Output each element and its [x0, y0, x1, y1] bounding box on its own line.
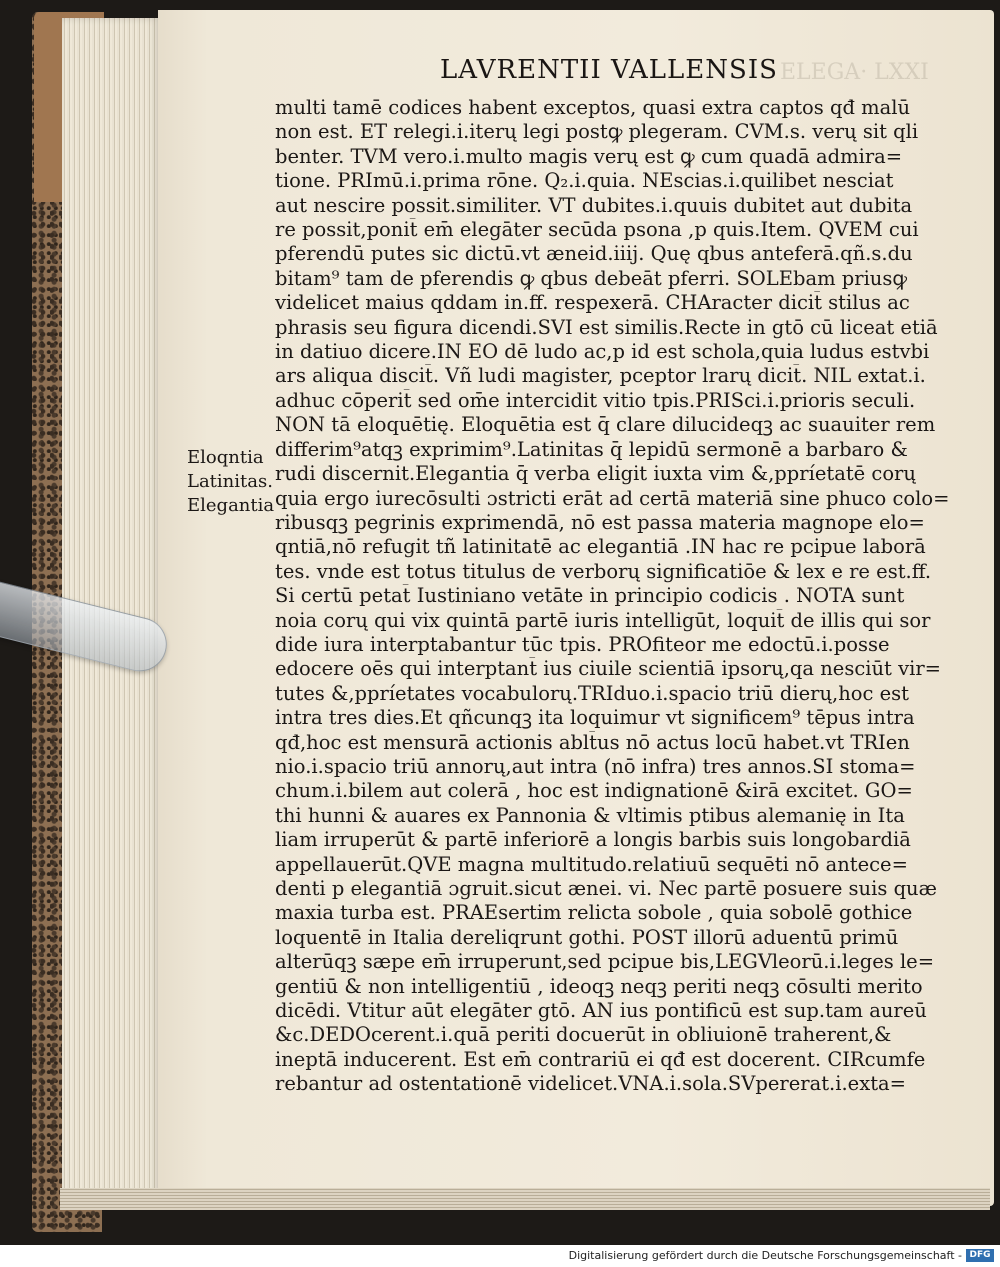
text-line: in datiuo dicere.IN EO dē ludo ac,p id est schola,quia ludus estvbi [275, 340, 930, 364]
text-line: intra tres dies.Et qñcunqꝫ ita loquimur vt significem⁹ tēpus intra [275, 706, 915, 730]
footer-bar [0, 1245, 1000, 1267]
page-bottom-edges [60, 1188, 990, 1210]
text-line: &c.DEDOcerent.i.quā periti docuerūt in obliuionē traherent,& [275, 1023, 892, 1047]
text-line: noia corų qui vix quintā partē iuris intelligūt, loquit̄ de illis qui sor [275, 608, 931, 632]
text-line: bitam⁹ tam de pferendis ꝙ qbus debeāt pferri. SOLEbam priusꝙ [275, 266, 908, 290]
text-line: ineptā inducerent. Est em̄ contrariū ei qđ est docerent. CIRcumfe [275, 1047, 926, 1071]
dfg-logo: DFG [966, 1249, 994, 1262]
text-line: Si certū petat̄ Iustiniano vetāte in principio codicis . NOTA sunt [275, 584, 905, 608]
text-line: adhuc cōperit̄ sed om̄e intercidit vitio tpis.PRISci.i.prioris seculi. [275, 388, 916, 412]
marginal-note: Eloqntia [187, 447, 264, 468]
marginal-note: Elegantia [187, 495, 275, 516]
text-line: rudi discernit.Elegantia q̄ verba eligit iuxta vim &,ppríetatē corų [275, 462, 916, 486]
text-line: benter. TVM vero.i.multo magis verų est ꝙ cum quadā admira= [275, 144, 903, 168]
text-line: qđ,hoc est mensurā actionis ablt̄us nō actus locū habet.vt TRIen [275, 730, 910, 754]
text-line: dide iura interptabantur tūc tpis. PROfiteor me edoctū.i.posse [275, 632, 890, 656]
text-line: gentiū & non intelligentiū , ideoqꝫ neqꝫ periti neqꝫ cōsulti merito [275, 974, 923, 998]
funding-note: Digitalisierung gefördert durch die Deutsche Forschungsgemeinschaft - [568, 1249, 962, 1262]
text-line: dicēdi. Vtitur aūt elegāter gtō. AN ius pontificū est sup.tam aureū [275, 999, 927, 1023]
text-line: nio.i.spacio triū annorų,aut intra (nō infra) tres annos.SI stoma= [275, 754, 916, 778]
text-line: denti p elegantiā ɔgruit.sicut ænei. vi. Nec partē posuere suis quæ [275, 877, 937, 900]
text-line: chum.i.bilem aut colerā , hoc est indignationē &irā excitet. GO= [275, 779, 913, 803]
text-line: quia ergo iurecōsulti ɔstricti erāt ad certā materiā sine phuco colo= [275, 486, 950, 510]
text-line: rebantur ad ostentationē videlicet.VNA.i.sola.SVpererat.i.exta= [275, 1072, 906, 1096]
text-line: qntiā,nō refugit tñ latinitatē ac elegantiā .IN hac re pcipue laborā [275, 535, 926, 559]
text-line: non est. ET relegi.i.iterų legi postꝙ plegeram. CVM.s. verų sit qli [275, 120, 919, 144]
marginal-notes [187, 446, 282, 518]
text-line: tutes &,ppríetates vocabulorų.TRIduo.i.spacio triū dierų,hoc est [275, 681, 910, 705]
text-line: ars aliqua discit̄. Vñ ludi magister, pceptor lrarų dicit̄. NIL extat.i. [275, 364, 926, 388]
text-line: edocere oēs qui interptant̄ ius ciuile scientiā ipsorų,qa nesciūt vir= [275, 657, 941, 681]
text-line: phrasis seu figura dicendi.SVI est similis.Recte in gtō cū liceat etiā [275, 315, 938, 339]
text-line: tes. vnde est totus titulus de verborų significatiōe & lex e re est.ff. [275, 559, 932, 583]
text-line: NON tā eloquētię. Eloquētia est q̄ clare dilucideqꝫ ac suauiter rem [275, 413, 936, 437]
text-line: loquentē in Italia dereliqrunt gothi. POST illorū aduentū primū [275, 925, 899, 949]
text-line: differim⁹atqꝫ exprimim⁹.Latinitas q̄ lepidū sermonē a barbaro & [275, 437, 908, 461]
body-text [275, 96, 975, 1097]
text-line: ribusqꝫ pegrinis exprimendā, nō est passa materia magnope elo= [275, 510, 925, 534]
text-line: liam irruperūt & partē inferiorē a longis barbis suis longobardiā [275, 828, 911, 852]
text-line: multi tamē codices habent exceptos, quasi extra captos qđ malū [275, 96, 911, 119]
text-line: thi hunni & auares ex Pannonia & vltimis ptibus alemanię in Ita [275, 803, 905, 827]
text-line: maxia turba est. PRAEsertim relicta sobole , quia sobolē gothice [275, 901, 913, 925]
text-line: alterūqꝫ sæpe em̄ irruperunt,sed pcipue bis,LEGVleorū.i.leges le= [275, 950, 935, 974]
marginal-note: Latinitas. [187, 471, 273, 492]
text-line: appellauerūt.QVE magna multitudo.relatiuū sequēti nō antece= [275, 852, 908, 876]
text-line: tione. PRImū.i.prima rōne. Q₂.i.quia. NEscias.i.quilibet nesciat [275, 169, 894, 193]
text-line: re possit,ponit̄ em̄ elegāter secūda psona ,p quis.Item. QVEM cui [275, 218, 919, 242]
text-line: aut nescire possit.similiter. VT dubites.i.quuis dubitet aut dubita [275, 193, 913, 217]
text-line: pferendū putes sic dictū.vt æneid.iiij. Quę qbus anteferā.qñ.s.du [275, 242, 913, 266]
text-line: videlicet maius qddam in.ff. respexerā. CHAracter dicit̄ stilus ac [275, 291, 910, 315]
show-through-text: ELEGA· LXXI [780, 60, 929, 85]
running-title: LAVRENTII VALLENSIS [440, 55, 778, 85]
